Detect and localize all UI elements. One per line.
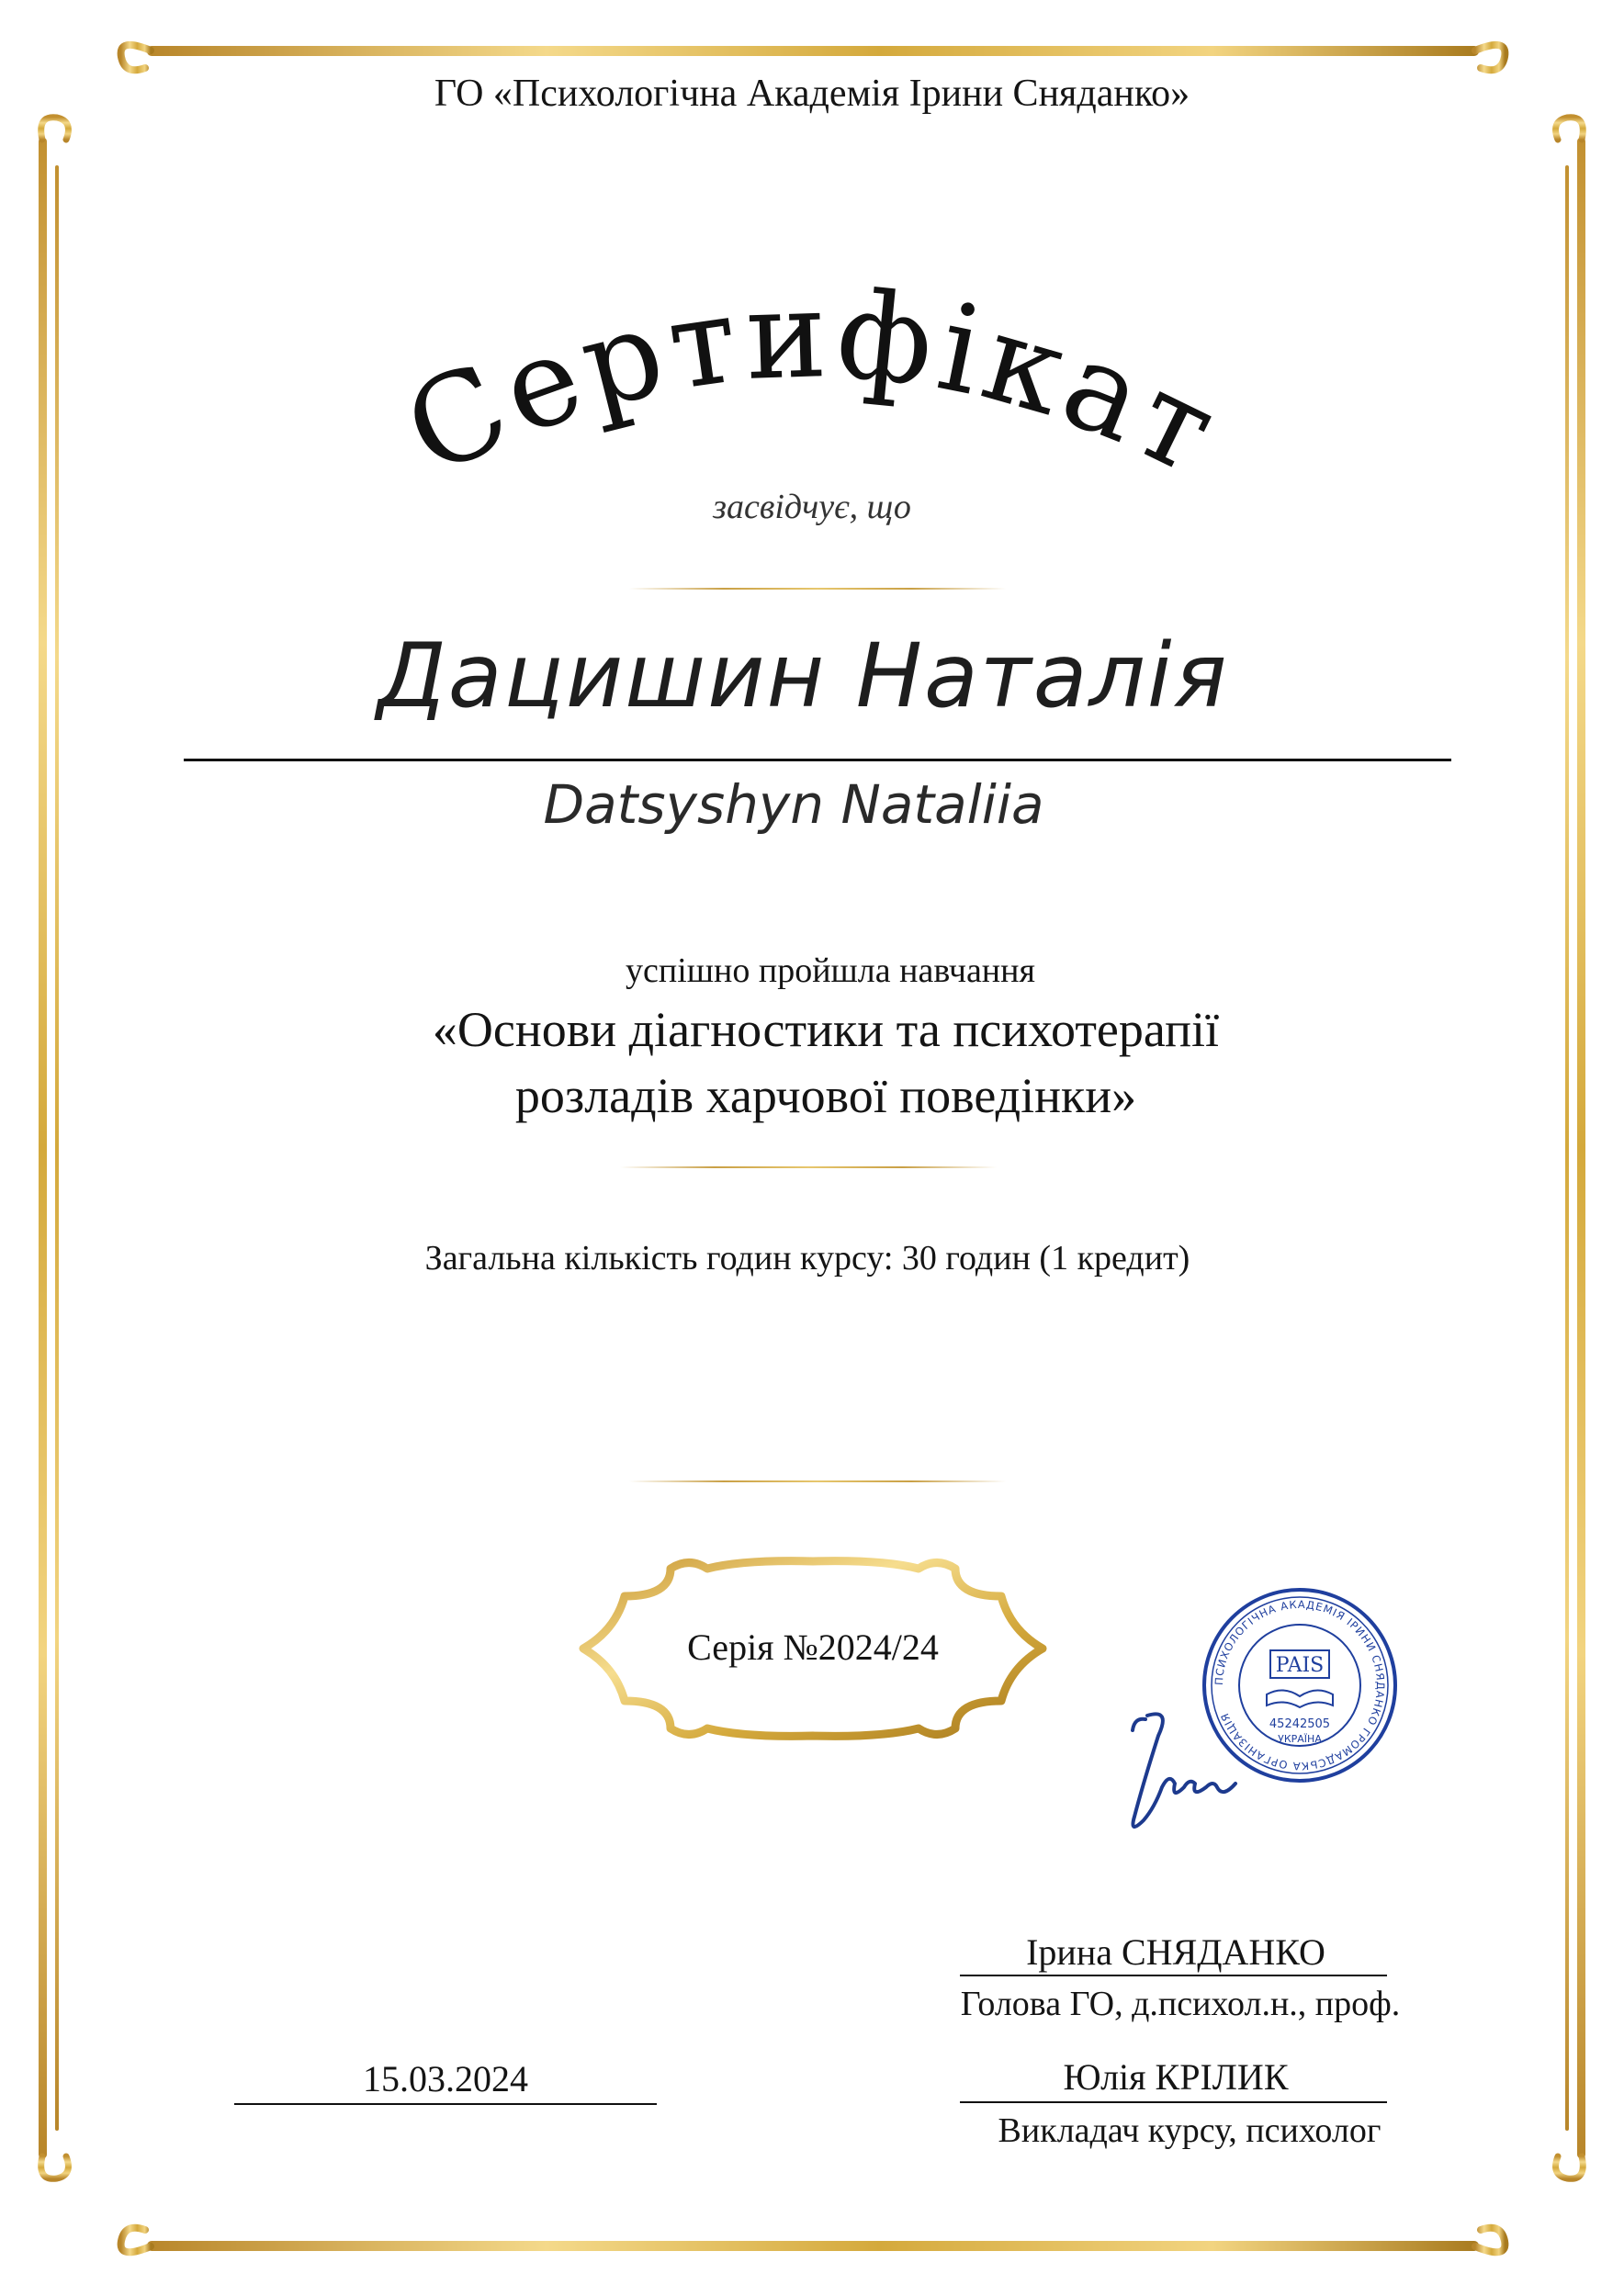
signatory-1-role: Голова ГО, д.психол.н., проф.: [960, 1985, 1401, 2023]
frame-bottom-left-curl: [121, 2228, 151, 2253]
certificate-title-text: [385, 264, 1242, 504]
frame-bottom-right-curl: [1475, 2228, 1505, 2253]
course-title-line-2: розладів харчової поведінки»: [514, 1068, 1137, 1123]
certificate-subtitle: засвідчує, що: [713, 488, 911, 526]
frame-top-right-curl: [1475, 45, 1505, 70]
frame-right-top-curl: [1556, 118, 1584, 140]
frame-bottom-bar: [147, 2241, 1479, 2251]
frame-left-outer-bar: [39, 138, 47, 2158]
frame-left-bottom-curl: [41, 2156, 69, 2178]
course-title-line-1: «Основи діагностики та психотерапії: [432, 1002, 1220, 1057]
seal-logo: PAIS: [1275, 1654, 1325, 1677]
issue-date: 15.03.2024: [363, 2058, 528, 2099]
signatory-2-line: [960, 2101, 1387, 2103]
frame-right-inner-bar: [1565, 165, 1569, 2131]
recipient-name-ua: Дацишин Наталія: [377, 625, 1229, 727]
seal-country: УКРАЇНА: [1278, 1733, 1322, 1745]
issue-date-line: [234, 2103, 657, 2105]
frame-right-outer-bar: [1577, 138, 1585, 2158]
gold-divider-1: [629, 588, 1006, 590]
recipient-name-en: Datsyshyn Nataliia: [543, 773, 1044, 836]
frame-right-bottom-curl: [1556, 2156, 1584, 2178]
seal-ring-text-path: ПСИХОЛОГІЧНА АКАДЕМІЯ ІРИНИ СНЯДАНКО ГРОМАДСЬКА ОРГАНІЗАЦІЯ: [1212, 1597, 1388, 1773]
completion-text: успішно пройшла навчання: [626, 951, 1035, 990]
seal-code: 45242505: [1269, 1717, 1331, 1731]
signatory-2-role: Викладач курсу, психолог: [998, 2111, 1382, 2150]
gold-divider-2: [620, 1166, 997, 1168]
signatory-1-name: Ірина СНЯДАНКО: [1026, 1931, 1325, 1973]
frame-top-bar: [147, 46, 1479, 56]
frame-top-left-curl: [121, 45, 151, 70]
series-number: Серія №2024/24: [687, 1626, 939, 1668]
signature: [1107, 1699, 1254, 1846]
book-icon: [1267, 1690, 1333, 1707]
organization-name: ГО «Психологічна Академія Ірини Сняданко»: [434, 73, 1190, 115]
recipient-underline: [184, 759, 1451, 761]
signatory-1-line: [960, 1975, 1387, 1976]
certificate-title-path: Сертифікат: [385, 263, 1243, 504]
frame-left-inner-bar: [55, 165, 59, 2131]
frame-left-top-curl: [41, 118, 69, 140]
gold-divider-3: [629, 1480, 1006, 1482]
course-hours: Загальна кількість годин курсу: 30 годин (1 кредит): [424, 1239, 1190, 1277]
signatory-2-name: Юлія КРІЛИК: [1063, 2056, 1289, 2098]
